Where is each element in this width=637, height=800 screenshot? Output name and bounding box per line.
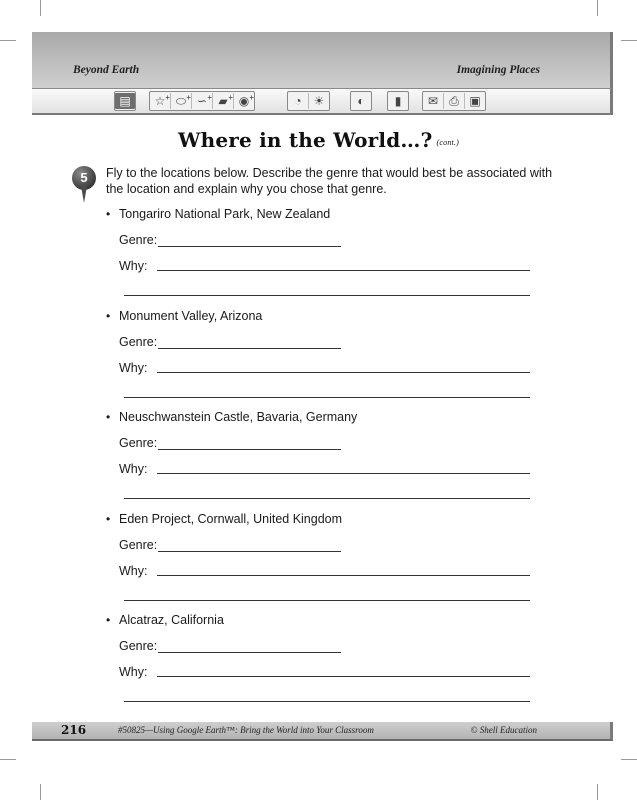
why-answer-line[interactable]	[157, 372, 530, 373]
genre-answer-line[interactable]	[158, 449, 341, 450]
genre-answer-line[interactable]	[158, 246, 341, 247]
toolbar-group-sidebar	[114, 91, 136, 111]
location-item	[106, 207, 330, 221]
location-item	[106, 613, 224, 627]
email-icon: ✉	[427, 94, 439, 108]
page-footer	[32, 722, 613, 741]
crop-mark	[621, 40, 637, 41]
crop-mark	[621, 759, 637, 760]
genre-answer-line[interactable]	[158, 652, 341, 653]
copyright: © Shell Education	[470, 725, 537, 735]
google-earth-toolbar	[32, 88, 613, 115]
genre-label: Genre:	[119, 436, 158, 450]
location-name: Eden Project, Cornwall, United Kingdom	[119, 512, 343, 526]
genre-label: Genre:	[119, 233, 158, 247]
why-label: Why:	[119, 259, 148, 273]
why-answer-line-2[interactable]	[124, 701, 530, 702]
genre-answer-line[interactable]	[158, 551, 341, 552]
crop-mark	[0, 759, 16, 760]
location-item	[106, 410, 357, 424]
why-answer-line[interactable]	[157, 270, 530, 271]
why-label: Why:	[119, 462, 148, 476]
step-number: 5	[80, 170, 88, 185]
crop-mark	[40, 784, 41, 800]
placemark-icon: ☆ +	[154, 93, 170, 108]
bullet: •	[106, 512, 111, 526]
why-answer-line-2[interactable]	[124, 498, 530, 499]
crop-mark	[597, 784, 598, 800]
pin-tail	[81, 186, 87, 203]
toolbar-group-ruler	[387, 91, 409, 111]
bullet: •	[106, 613, 111, 627]
why-label: Why:	[119, 665, 148, 679]
genre-label: Genre:	[119, 639, 158, 653]
bullet: •	[106, 207, 111, 221]
genre-label: Genre:	[119, 335, 158, 349]
why-answer-line[interactable]	[157, 473, 530, 474]
print-icon: ⎙	[443, 93, 464, 109]
crop-mark	[40, 0, 41, 16]
page-title-text: Where in the World…?	[177, 128, 433, 152]
why-answer-line-2[interactable]	[124, 295, 530, 296]
ruler-icon: ▮	[394, 94, 402, 108]
why-label: Why:	[119, 564, 148, 578]
crop-mark	[597, 0, 598, 16]
why-answer-line[interactable]	[157, 676, 530, 677]
chapter-title: Imagining Places	[456, 64, 540, 76]
location-item	[106, 512, 342, 526]
location-item	[106, 309, 262, 323]
toolbar-group-add	[149, 91, 255, 111]
polygon-icon: ⬭ +	[170, 93, 191, 109]
why-answer-line-2[interactable]	[124, 397, 530, 398]
location-name: Tongariro National Park, New Zealand	[119, 207, 331, 221]
crop-mark	[0, 40, 16, 41]
section-title: Beyond Earth	[73, 64, 140, 76]
toolbar-group-planet	[350, 91, 372, 111]
location-name: Neuschwanstein Castle, Bavaria, Germany	[119, 410, 358, 424]
bullet: •	[106, 410, 111, 424]
why-answer-line[interactable]	[157, 575, 530, 576]
overlay-icon: ▰ +	[212, 93, 233, 109]
page-title	[0, 128, 637, 152]
path-icon: ∽ +	[191, 93, 212, 109]
genre-label: Genre:	[119, 538, 158, 552]
instructions: Fly to the locations below. Describe the genre that would best be associated with the location and explain why you chose that genre.	[106, 166, 553, 196]
page-number: 216	[61, 723, 87, 737]
genre-answer-line[interactable]	[158, 348, 341, 349]
sidebar-icon: ▤	[115, 93, 135, 109]
why-label: Why:	[119, 361, 148, 375]
planet-icon: ◐	[357, 94, 365, 108]
location-name: Alcatraz, California	[119, 613, 224, 627]
page-header	[32, 32, 613, 88]
location-name: Monument Valley, Arizona	[119, 309, 263, 323]
toolbar-group-share	[422, 91, 486, 111]
sunlight-icon: ☀	[308, 93, 329, 109]
book-title: #50825—Using Google Earth™: Bring the World into Your Classroom	[118, 725, 374, 735]
bullet: •	[106, 309, 111, 323]
history-icon: ◔	[294, 94, 302, 108]
page-title-suffix: (cont.)	[436, 138, 460, 147]
tour-icon: ◉ +	[233, 93, 254, 109]
why-answer-line-2[interactable]	[124, 600, 530, 601]
maps-icon: ▣	[464, 93, 485, 109]
toolbar-group-view	[287, 91, 330, 111]
